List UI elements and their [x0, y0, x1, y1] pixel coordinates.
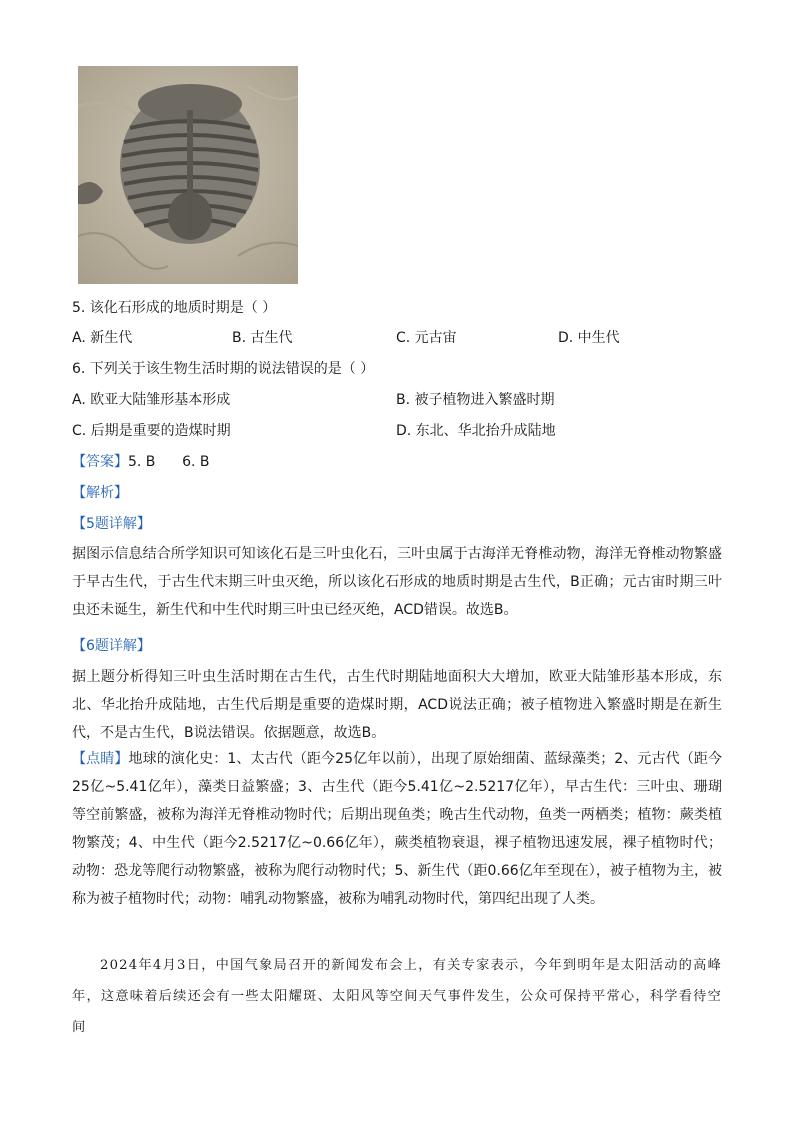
question-5-option-a: A. 新生代 [72, 330, 133, 346]
question-5-option-b: B. 古生代 [232, 330, 293, 346]
analysis-label: 【解析】 [72, 485, 128, 501]
tip-paragraph [72, 745, 722, 913]
tip-text: 地球的演化史：1、太古代（距今25亿年以前），出现了原始细菌、蓝绿藻类；2、元古代（距今25亿~5.41亿年），藻类日益繁盛；3、古生代（距今5.41亿~2.5217亿年），早古生代：三叶虫、珊瑚等空前繁盛，被称为海洋无脊椎动物时代；后期出现鱼类；晚古生代动物，鱼类一两栖类；植物：蕨类植物繁茂；4、中生代（距今2.5217亿~0.66亿年），蕨类植物衰退，裸子植物迅速发展，裸子植物时代；动物：恐龙等爬行动物繁盛，被称为爬行动物时代；5、新生代（距0.66亿年至现在），被子植物为主，被称为被子植物时代；动物：哺乳动物繁盛，被称为哺乳动物时代，第四纪出现了人类。 [72, 751, 722, 907]
question-6-stem: 6. 下列关于该生物生活时期的说法错误的是（ ） [72, 361, 375, 377]
question-6-option-a: A. 欧亚大陆雏形基本形成 [72, 392, 231, 408]
answer-value: 5. B 6. B [128, 454, 210, 470]
answer-label: 【答案】 [72, 454, 128, 470]
tip-label: 【点睛】 [72, 751, 129, 767]
question-6-option-b: B. 被子植物进入繁盛时期 [396, 392, 555, 408]
trilobite-fossil-photo [78, 66, 298, 284]
detail-6-text: 据上题分析得知三叶虫生活时期在古生代，古生代时期陆地面积大大增加，欧亚大陆雏形基本形成，东北、华北抬升成陆地，古生代后期是重要的造煤时期，ACD说法正确；被子植物进入繁盛时期是在新生代，不是古生代，B说法错误。依据题意，故选B。 [72, 669, 722, 741]
detail-5-text: 据图示信息结合所学知识可知该化石是三叶虫化石，三叶虫属于古海洋无脊椎动物，海洋无脊椎动物繁盛于早古生代，于古生代末期三叶虫灭绝，所以该化石形成的地质时期是古生代，B正确；元古宙时期三叶虫还未诞生，新生代和中生代时期三叶虫已经灭绝，ACD错误。故选B。 [72, 546, 722, 618]
question-6-option-d: D. 东北、华北抬升成陆地 [396, 423, 556, 439]
detail-5-heading: 【5题详解】 [72, 516, 151, 532]
question-5-option-c: C. 元古宙 [396, 330, 457, 346]
detail-6-heading: 【6题详解】 [72, 638, 151, 654]
news-passage: 2024年4月3日，中国气象局召开的新闻发布会上，有关专家表示，今年到明年是太阳活动的高峰年，这意味着后续还会有一些太阳耀斑、太阳风等空间天气事件发生，公众可保持平常心，科学看待空间 [72, 958, 722, 1035]
question-5-stem: 5. 该化石形成的地质时期是（ ） [72, 300, 277, 316]
question-6-option-c: C. 后期是重要的造煤时期 [72, 423, 231, 439]
answer-line [72, 452, 210, 472]
question-5-option-d: D. 中生代 [558, 330, 620, 346]
